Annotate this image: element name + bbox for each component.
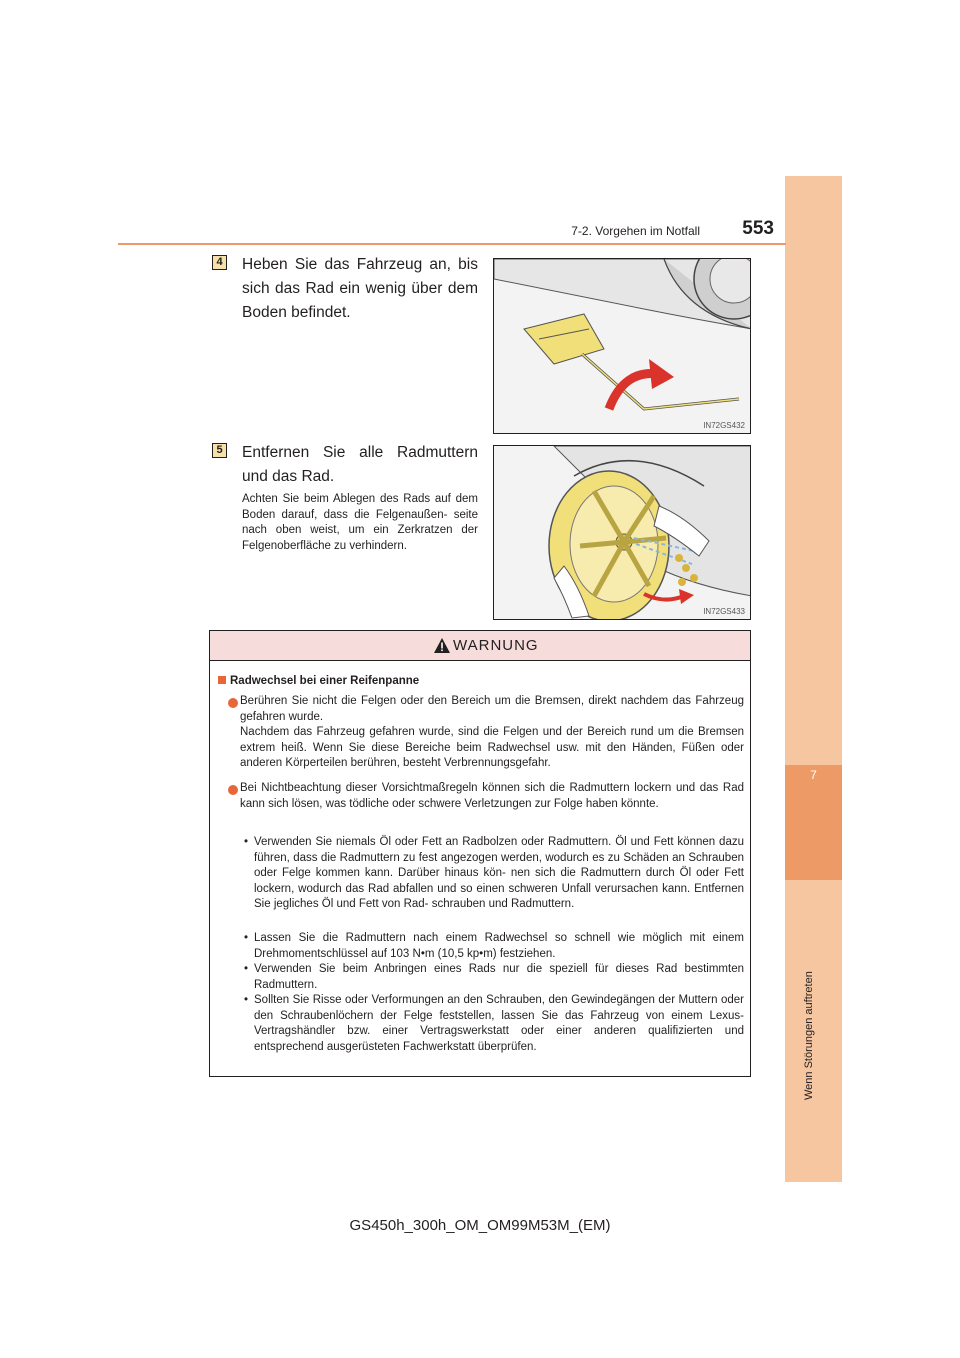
jack-lifting-illustration	[493, 258, 751, 434]
warning-triangle-icon	[434, 638, 450, 653]
step-number-4: 4	[212, 255, 227, 270]
warning-item-1-lead: Berühren Sie nicht die Felgen oder den Bereich um die Bremsen, direkt nachdem das Fahrzeug gefahren wurde.	[240, 695, 744, 723]
bullet-icon	[228, 698, 238, 708]
chapter-title-vertical: Wenn Störungen auftreten	[803, 971, 815, 1100]
chapter-number: 7	[810, 768, 817, 782]
sublist-item-4: • Sollten Sie Risse oder Verformungen an den Schrauben, den Gewindegängen der Muttern oder den Schraubenlöchern der Felge feststellen, lassen Sie das Fahrzeug von einem Lexus-Vertragshändler bzw. einer Vertragswerkstatt oder einer anderen qualifizierten und entsprechend ausgerüsteten Fachwerkstatt überprüfen.	[244, 994, 744, 1053]
sublist-item-2: • Lassen Sie die Radmuttern nach einem Radwechsel so schnell wie möglich mit einem Drehmomentschlüssel auf 103 N•m (10,5 kp•m) festziehen.	[244, 932, 744, 960]
step-5-note: Achten Sie beim Ablegen des Rads auf dem Boden darauf, dass die Felgenaußen- seite nach oben weist, um ein Zerkratzen der Felgenoberfläche zu verhindern.	[242, 493, 478, 552]
square-bullet-icon	[218, 676, 226, 684]
warning-header	[210, 631, 750, 661]
wheel-illustration-graphic	[494, 446, 751, 620]
image-code-5: IN72GS433	[703, 607, 745, 616]
warning-box	[209, 630, 751, 1077]
step-5-text: Entfernen Sie alle Radmuttern und das Rad.	[242, 444, 478, 485]
wheel-removal-illustration	[493, 445, 751, 620]
step-number-5: 5	[212, 443, 227, 458]
chapter-number-box	[785, 765, 842, 880]
warning-item-2-lead: Bei Nichtbeachtung dieser Vorsichtmaßregeln können sich die Radmuttern lockern und das Rad kann sich lösen, was tödliche oder schwere Verletzungen zur Folge haben könnte.	[240, 782, 744, 810]
warning-subheading: Radwechsel bei einer Reifenpanne	[218, 674, 419, 690]
step-4-text: Heben Sie das Fahrzeug an, bis sich das Rad ein wenig über dem Boden befindet.	[242, 256, 478, 321]
sublist-item-1: • Verwenden Sie niemals Öl oder Fett an Radbolzen oder Radmuttern. Öl und Fett können dazu führen, dass die Radmuttern zu fest angezogen werden, wodurch es zu Schäden an Schrauben oder Felge kommen kann. Darüber hinaus kön- nen sich die Radmuttern durch Öl oder Fett lockern, wodurch das Rad abfallen und so einen schweren Unfall verursachen kann. Entfernen Sie jegliches Öl und Fett von Rad- schrauben und Radmuttern.	[244, 836, 744, 910]
sublist-item-3: • Verwenden Sie beim Anbringen eines Rads nur die speziell für dieses Rad bestimmten Radmuttern.	[244, 963, 744, 991]
header-rule	[118, 243, 786, 245]
jack-illustration-graphic	[494, 259, 751, 434]
page-number: 553	[742, 218, 774, 239]
section-title: 7-2. Vorgehen im Notfall	[571, 224, 700, 238]
warning-item-1-detail: Nachdem das Fahrzeug gefahren wurde, sind die Felgen und der Bereich rund um die Bremsen extrem heiß. Wenn Sie diese Bereiche beim Radwechsel usw. mit den Händen, Füßen oder anderen Körperteilen berühren, besteht Verbrennungsgefahr.	[240, 726, 744, 769]
bullet-icon	[228, 785, 238, 795]
warning-title: WARNUNG	[453, 637, 539, 654]
document-code-footer: GS450h_300h_OM_OM99M53M_(EM)	[349, 1217, 611, 1234]
image-code-4: IN72GS432	[703, 421, 745, 430]
